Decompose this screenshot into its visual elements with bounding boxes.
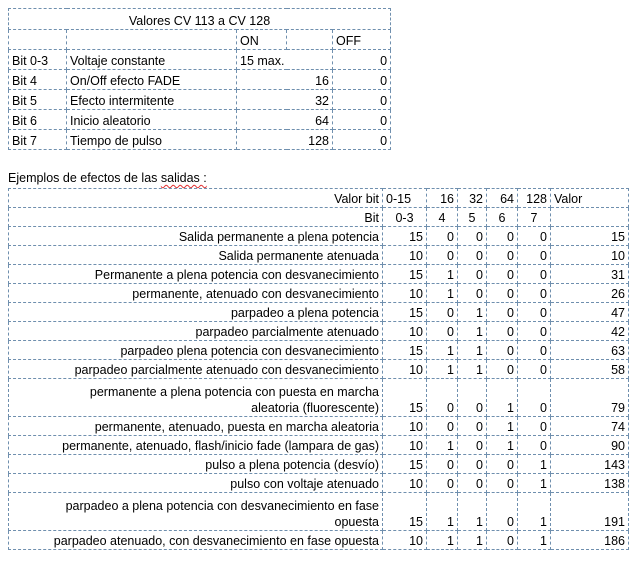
bit-cell: Bit 0-3 [9, 50, 67, 70]
empty-cell [9, 30, 67, 50]
effect-label-line: parpadeo a plena potencia con desvanecimiento en fase [65, 499, 379, 513]
cv-table-title: Valores CV 113 a CV 128 [9, 9, 391, 30]
on-value-cell: 15 max. [237, 50, 333, 70]
empty-cell [287, 30, 333, 50]
cv-row [9, 90, 391, 110]
total-value-cell: 42 [551, 322, 629, 341]
bit-value-cell: 0 [427, 246, 458, 265]
example-row [9, 360, 629, 379]
total-value-cell: 143 [551, 455, 629, 474]
header-row-values [9, 189, 629, 208]
bit-value-cell: 1 [487, 417, 518, 436]
effect-label-line: permanente a plena potencia con puesta en marcha [89, 385, 379, 399]
bit-value-cell: 0 [458, 246, 487, 265]
off-header: OFF [333, 30, 391, 50]
bit-value-cell: 15 [383, 303, 427, 322]
effect-label [9, 379, 383, 417]
cv-row [9, 70, 391, 90]
bit-value-cell: 1 [518, 531, 551, 550]
label-cell: Inicio aleatorio [67, 110, 237, 130]
cv-title-row [9, 9, 391, 30]
total-value-cell: 90 [551, 436, 629, 455]
header-label: Valor bit [9, 189, 383, 208]
bit-value-cell: 0 [518, 436, 551, 455]
bit-value-cell: 0 [427, 379, 458, 417]
bit-value-cell: 1 [427, 360, 458, 379]
bit-value-cell: 0 [427, 455, 458, 474]
bit-value-cell: 0 [458, 379, 487, 417]
header-col: 128 [518, 189, 551, 208]
effect-label: permanente, atenuado, flash/inicio fade (lampara de gas) [9, 436, 383, 455]
bit-value-cell: 0 [458, 265, 487, 284]
example-row [9, 417, 629, 436]
header-label: Bit [9, 208, 383, 227]
header-col: 64 [487, 189, 518, 208]
total-value-cell: 15 [551, 227, 629, 246]
bit-value-cell: 0 [518, 379, 551, 417]
bit-value-cell: 0 [487, 493, 518, 531]
example-row [9, 284, 629, 303]
example-row [9, 436, 629, 455]
cv-row [9, 130, 391, 150]
bit-value-cell: 0 [427, 322, 458, 341]
example-row [9, 303, 629, 322]
bit-value-cell: 10 [383, 531, 427, 550]
bit-value-cell: 0 [487, 474, 518, 493]
header-col: 0-15 [383, 189, 427, 208]
header-col: 0-3 [383, 208, 427, 227]
bit-cell: Bit 6 [9, 110, 67, 130]
header-col: 5 [458, 208, 487, 227]
bit-value-cell: 0 [487, 360, 518, 379]
bit-value-cell: 0 [518, 417, 551, 436]
off-value-cell: 0 [333, 50, 391, 70]
header-col: 6 [487, 208, 518, 227]
on-value-cell: 64 [237, 110, 333, 130]
effect-label-line: aleatoria (fluorescente) [251, 401, 379, 415]
cv-row [9, 50, 391, 70]
bit-value-cell: 0 [487, 284, 518, 303]
off-value-cell: 0 [333, 110, 391, 130]
bit-value-cell: 15 [383, 265, 427, 284]
bit-cell: Bit 4 [9, 70, 67, 90]
bit-value-cell: 0 [427, 474, 458, 493]
off-value-cell: 0 [333, 70, 391, 90]
cv-row [9, 110, 391, 130]
effect-label: Salida permanente a plena potencia [9, 227, 383, 246]
label-cell: On/Off efecto FADE [67, 70, 237, 90]
bit-value-cell: 0 [487, 322, 518, 341]
bit-value-cell: 10 [383, 322, 427, 341]
bit-value-cell: 1 [487, 379, 518, 417]
bit-value-cell: 15 [383, 379, 427, 417]
example-row [9, 474, 629, 493]
bit-value-cell: 15 [383, 341, 427, 360]
effect-label: parpadeo plena potencia con desvanecimiento [9, 341, 383, 360]
examples-caption [8, 171, 207, 185]
bit-value-cell: 0 [427, 303, 458, 322]
total-value-cell: 10 [551, 246, 629, 265]
bit-value-cell: 1 [458, 303, 487, 322]
bit-value-cell: 1 [427, 531, 458, 550]
bit-value-cell: 15 [383, 227, 427, 246]
bit-value-cell: 10 [383, 246, 427, 265]
bit-cell: Bit 5 [9, 90, 67, 110]
total-value-cell: 47 [551, 303, 629, 322]
bit-value-cell: 1 [518, 493, 551, 531]
header-valor: Valor [551, 189, 629, 208]
bit-value-cell: 0 [518, 265, 551, 284]
header-row-bits [9, 208, 629, 227]
bit-value-cell: 0 [487, 227, 518, 246]
bit-value-cell: 0 [427, 417, 458, 436]
total-value-cell: 58 [551, 360, 629, 379]
bit-value-cell: 1 [427, 284, 458, 303]
example-row [9, 455, 629, 474]
bit-value-cell: 1 [427, 436, 458, 455]
bit-value-cell: 0 [518, 322, 551, 341]
bit-value-cell: 0 [487, 303, 518, 322]
bit-value-cell: 0 [487, 531, 518, 550]
examples-table [8, 188, 629, 550]
bit-value-cell: 1 [458, 493, 487, 531]
header-col: 7 [518, 208, 551, 227]
bit-value-cell: 10 [383, 474, 427, 493]
empty-cell [551, 208, 629, 227]
on-header: ON [237, 30, 287, 50]
caption-underlined-text: salidas : [160, 171, 207, 185]
total-value-cell: 191 [551, 493, 629, 531]
bit-value-cell: 0 [518, 246, 551, 265]
bit-cell: Bit 7 [9, 130, 67, 150]
examples-table-body [9, 189, 629, 550]
caption-text: Ejemplos de efectos de las [8, 171, 161, 185]
effect-label [9, 493, 383, 531]
example-row [9, 493, 629, 531]
bit-value-cell: 1 [518, 474, 551, 493]
label-cell: Tiempo de pulso [67, 130, 237, 150]
off-value-cell: 0 [333, 130, 391, 150]
on-value-cell: 128 [237, 130, 333, 150]
effect-label: Salida permanente atenuada [9, 246, 383, 265]
bit-value-cell: 1 [427, 265, 458, 284]
example-row [9, 322, 629, 341]
effect-label: parpadeo atenuado, con desvanecimiento en fase opuesta [9, 531, 383, 550]
bit-value-cell: 0 [458, 284, 487, 303]
bit-value-cell: 1 [458, 360, 487, 379]
on-value-cell: 32 [237, 90, 333, 110]
bit-value-cell: 0 [458, 436, 487, 455]
label-cell: Voltaje constante [67, 50, 237, 70]
effect-label: Permanente a plena potencia con desvanecimiento [9, 265, 383, 284]
cv-values-table [8, 8, 391, 150]
example-row [9, 246, 629, 265]
bit-value-cell: 1 [458, 341, 487, 360]
example-row [9, 379, 629, 417]
effect-label: parpadeo a plena potencia [9, 303, 383, 322]
bit-value-cell: 0 [518, 303, 551, 322]
bit-value-cell: 0 [487, 265, 518, 284]
total-value-cell: 31 [551, 265, 629, 284]
bit-value-cell: 15 [383, 493, 427, 531]
bit-value-cell: 1 [518, 455, 551, 474]
bit-value-cell: 0 [458, 417, 487, 436]
bit-value-cell: 0 [458, 474, 487, 493]
bit-value-cell: 10 [383, 436, 427, 455]
bit-value-cell: 1 [458, 322, 487, 341]
empty-cell [67, 30, 237, 50]
bit-value-cell: 1 [487, 436, 518, 455]
total-value-cell: 26 [551, 284, 629, 303]
total-value-cell: 186 [551, 531, 629, 550]
effect-label-line: opuesta [334, 515, 379, 529]
bit-value-cell: 0 [518, 284, 551, 303]
header-col: 32 [458, 189, 487, 208]
bit-value-cell: 0 [427, 227, 458, 246]
bit-value-cell: 0 [518, 341, 551, 360]
header-col: 16 [427, 189, 458, 208]
bit-value-cell: 1 [427, 341, 458, 360]
cv-header-row [9, 30, 391, 50]
bit-value-cell: 15 [383, 455, 427, 474]
label-cell: Efecto intermitente [67, 90, 237, 110]
example-row [9, 341, 629, 360]
bit-value-cell: 0 [518, 360, 551, 379]
example-row [9, 531, 629, 550]
bit-value-cell: 0 [458, 227, 487, 246]
example-row [9, 227, 629, 246]
bit-value-cell: 0 [487, 246, 518, 265]
effect-label: pulso con voltaje atenuado [9, 474, 383, 493]
bit-value-cell: 10 [383, 284, 427, 303]
total-value-cell: 63 [551, 341, 629, 360]
total-value-cell: 79 [551, 379, 629, 417]
bit-value-cell: 0 [487, 341, 518, 360]
header-col: 4 [427, 208, 458, 227]
effect-label: permanente, atenuado, puesta en marcha aleatoria [9, 417, 383, 436]
on-value-cell: 16 [237, 70, 333, 90]
bit-value-cell: 1 [427, 493, 458, 531]
bit-value-cell: 10 [383, 417, 427, 436]
effect-label: parpadeo parcialmente atenuado [9, 322, 383, 341]
total-value-cell: 138 [551, 474, 629, 493]
total-value-cell: 74 [551, 417, 629, 436]
effect-label: pulso a plena potencia (desvío) [9, 455, 383, 474]
bit-value-cell: 0 [518, 227, 551, 246]
effect-label: parpadeo parcialmente atenuado con desvanecimiento [9, 360, 383, 379]
bit-value-cell: 10 [383, 360, 427, 379]
bit-value-cell: 1 [458, 531, 487, 550]
bit-value-cell: 0 [458, 455, 487, 474]
example-row [9, 265, 629, 284]
effect-label: permanente, atenuado con desvanecimiento [9, 284, 383, 303]
off-value-cell: 0 [333, 90, 391, 110]
bit-value-cell: 0 [487, 455, 518, 474]
